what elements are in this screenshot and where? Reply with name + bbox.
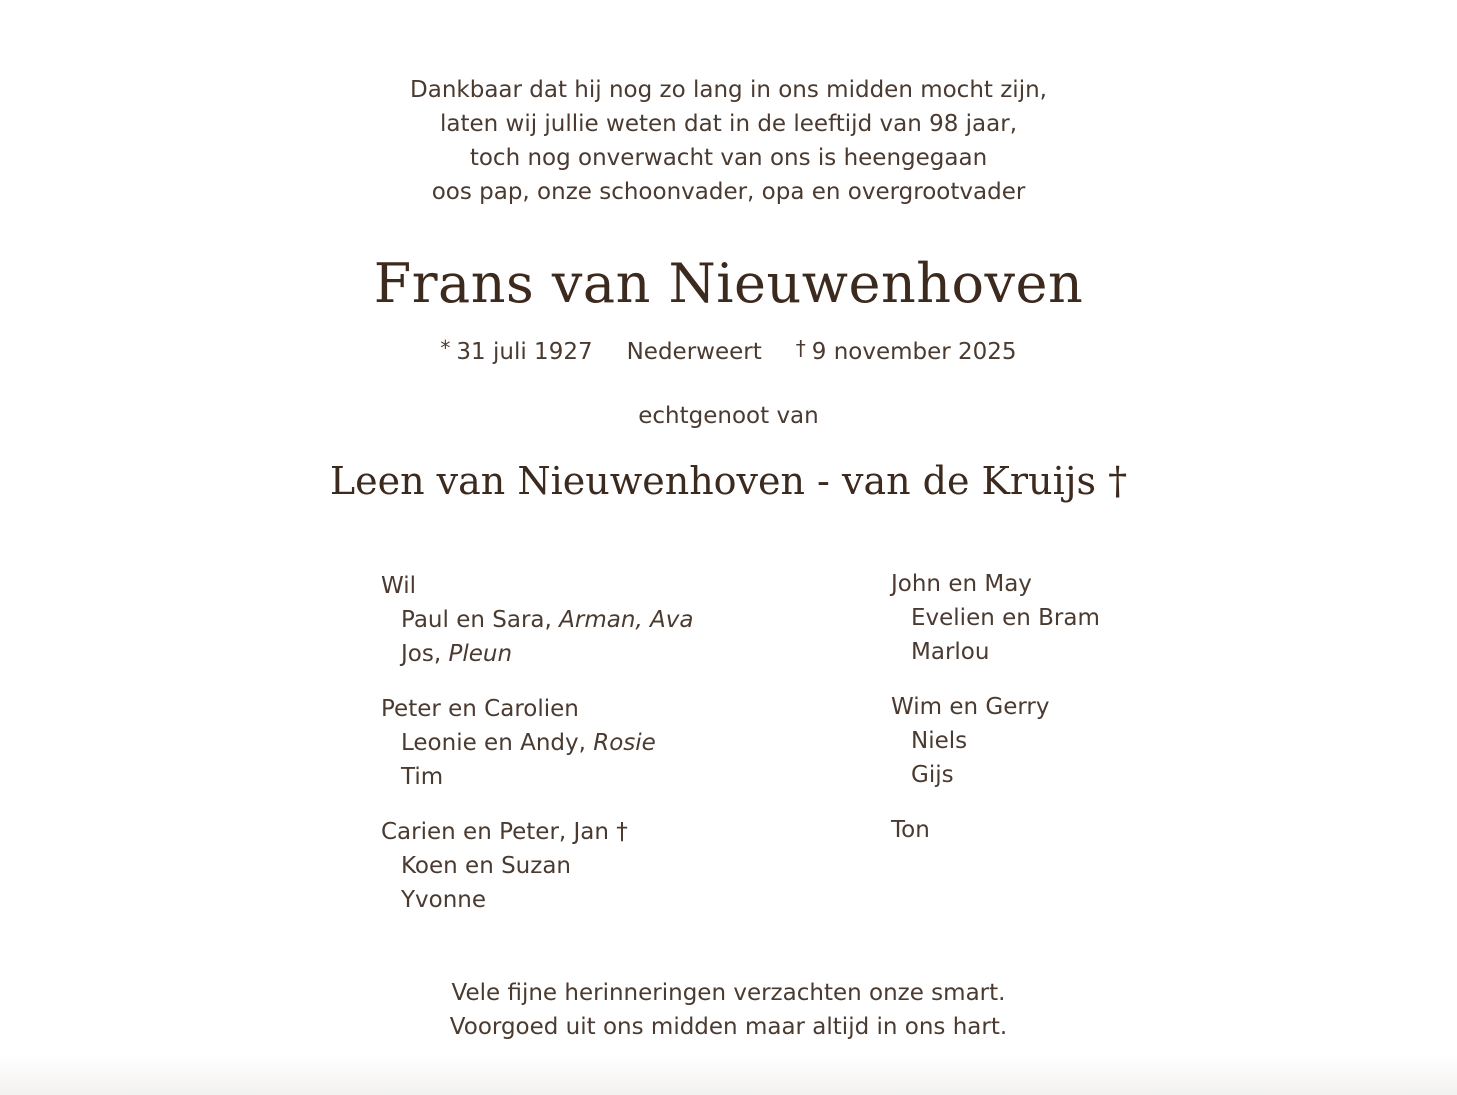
closing-line-2: Voorgoed uit ons midden maar altijd in ons hart.: [449, 1014, 1008, 1040]
family-group-head: Ton: [891, 817, 930, 843]
family-group: [891, 567, 1100, 669]
intro-line-4: oos pap, onze schoonvader, opa en overgrootvader: [431, 179, 1026, 205]
family-member: [381, 760, 693, 794]
family-group: [891, 813, 1100, 847]
family-member-name: Paul en Sara,: [401, 607, 560, 633]
family-column-right: [891, 567, 1100, 868]
family-member: [381, 637, 693, 671]
family-group: [381, 569, 693, 671]
family-member-name: Leonie en Andy,: [401, 730, 594, 756]
family-group: [891, 690, 1100, 792]
place: Nederweert: [626, 339, 762, 365]
intro-text: [0, 73, 1457, 209]
family-group-head: John en May: [891, 571, 1032, 597]
grandchildren-names: Arman, Ava: [559, 607, 694, 633]
family-member: [381, 726, 693, 760]
family-member-name: Niels: [911, 728, 968, 754]
family-member: [891, 635, 1100, 669]
birth-date: 31 juli 1927: [456, 339, 593, 365]
family-member-name: Evelien en Bram: [911, 605, 1100, 631]
family-group-head: Wil: [381, 573, 417, 599]
spouse-name: Leen van Nieuwenhoven - van de Kruijs †: [329, 459, 1128, 503]
family-group: [381, 815, 693, 917]
family-member: [381, 883, 693, 917]
closing-line-1: Vele fijne herinneringen verzachten onze smart.: [451, 980, 1006, 1006]
family-member: [891, 601, 1100, 635]
family-member-name: Tim: [401, 764, 444, 790]
family-member-name: Jos,: [401, 641, 449, 667]
grandchildren-names: Rosie: [593, 730, 656, 756]
family-member: [381, 603, 693, 637]
life-dates: [0, 331, 1457, 369]
family-member: [891, 758, 1100, 792]
family-group-head: Wim en Gerry: [891, 694, 1050, 720]
grandchildren-names: Pleun: [448, 641, 513, 667]
family-member-name: Marlou: [911, 639, 990, 665]
death-symbol: †: [795, 336, 806, 360]
spouse-label: echtgenoot van: [638, 403, 819, 429]
death-date: 9 november 2025: [811, 339, 1017, 365]
intro-line-1: Dankbaar dat hij nog zo lang in ons midden mocht zijn,: [410, 77, 1047, 103]
family-member-name: Yvonne: [401, 887, 487, 913]
intro-line-2: laten wij jullie weten dat in de leeftijd van 98 jaar,: [439, 111, 1018, 137]
family-column-left: [381, 569, 693, 938]
deceased-name: Frans van Nieuwenhoven: [373, 252, 1084, 315]
family-member: [891, 724, 1100, 758]
family-group-head: Carien en Peter, Jan †: [381, 819, 628, 845]
bottom-shadow: [0, 1055, 1457, 1095]
family-member-name: Gijs: [911, 762, 954, 788]
intro-line-3: toch nog onverwacht van ons is heengegaan: [469, 145, 988, 171]
closing-text: [0, 976, 1457, 1044]
family-group: [381, 692, 693, 794]
family-group-head: Peter en Carolien: [381, 696, 579, 722]
family-member-name: Koen en Suzan: [401, 853, 572, 879]
family-member: [381, 849, 693, 883]
birth-symbol: *: [440, 336, 451, 360]
